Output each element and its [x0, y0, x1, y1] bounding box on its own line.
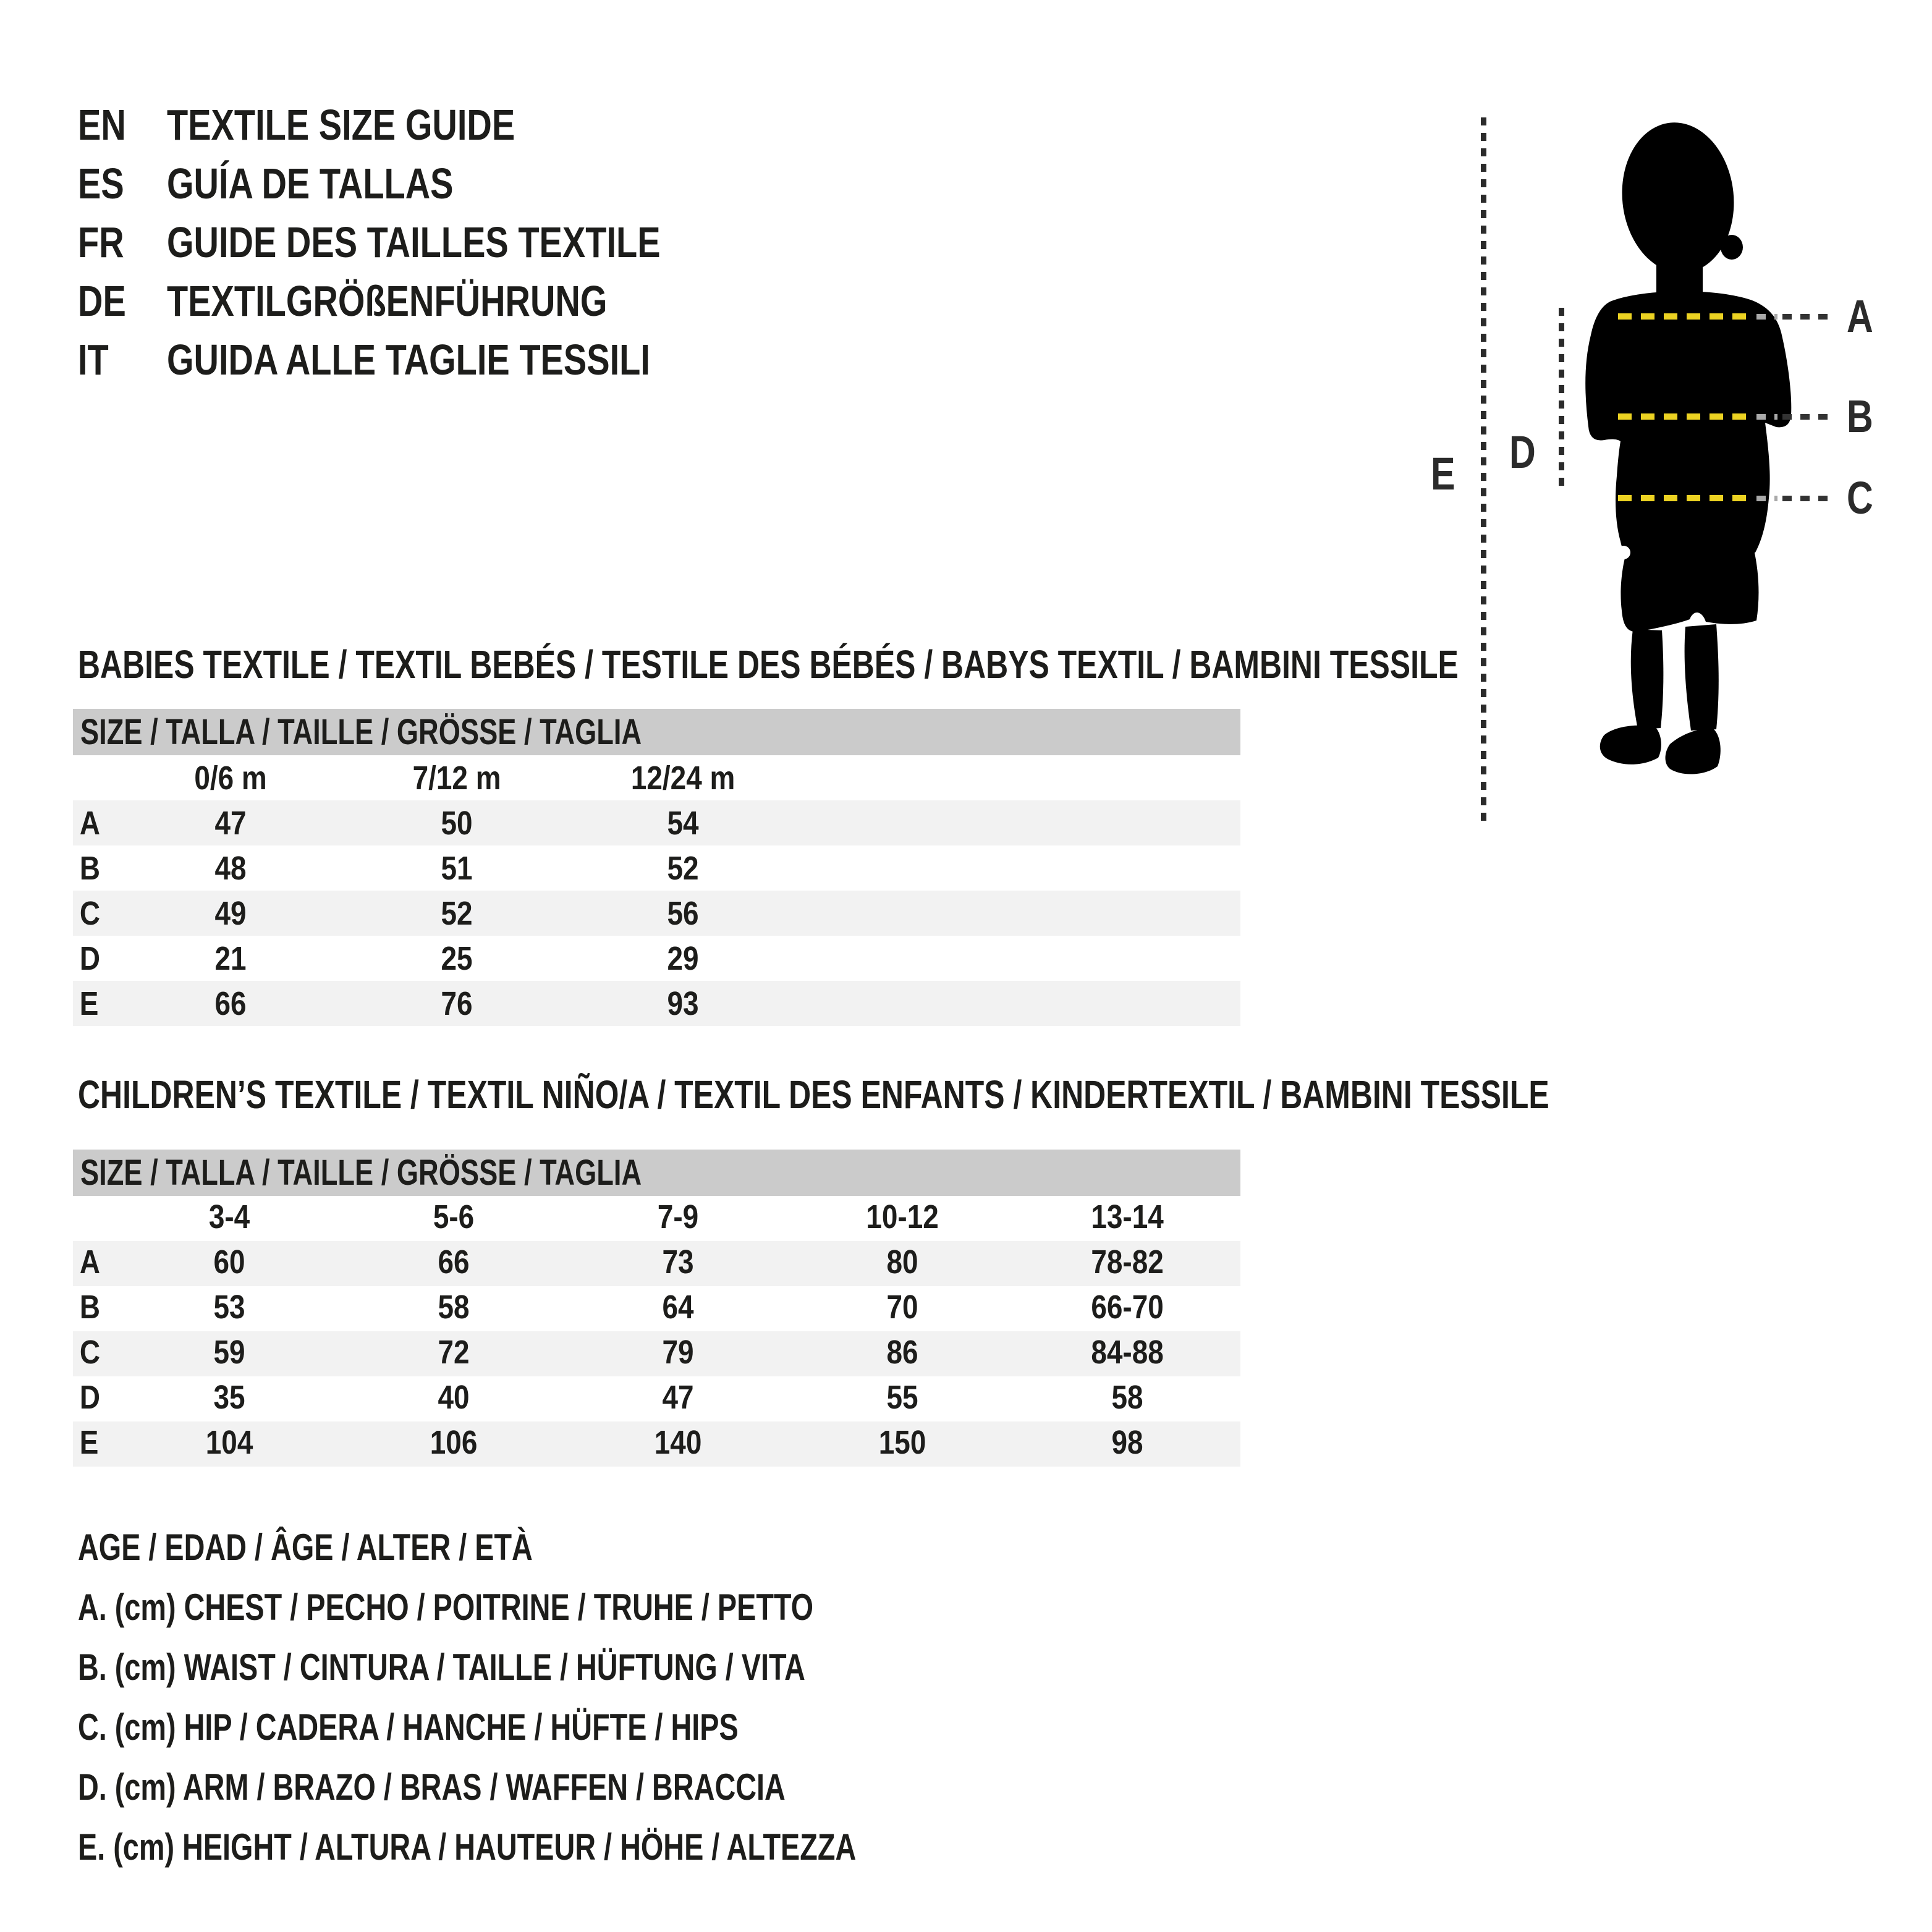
children-section-title: CHILDREN’S TEXTILE / TEXTIL NIÑO/A / TEXTIL DES ENFANTS / KINDERTEXTIL / BAMBINI TESSILE [78, 1072, 1549, 1117]
legend-waist: B. (cm) WAIST / CINTURA / TAILLE / HÜFTUNG / VITA [78, 1646, 805, 1688]
children-column-header-row [73, 1196, 1240, 1241]
chest-measure-line-a [1618, 313, 1751, 320]
hip-measure-line-c [1618, 495, 1751, 501]
legend-height: E. (cm) HEIGHT / ALTURA / HAUTEUR / HÖHE / ALTEZZA [78, 1826, 857, 1868]
babies-column-header-row [73, 755, 1240, 800]
table-row: C 49 52 56 [73, 891, 1240, 936]
legend-age: AGE / EDAD / ÂGE / ALTER / ETÀ [78, 1527, 533, 1568]
babies-col-0: 0/6 m [194, 759, 267, 797]
language-title-list [78, 96, 784, 389]
waist-leader-dark-b [1782, 414, 1832, 420]
measurement-legend [78, 1517, 1075, 1877]
legend-hip: C. (cm) HIP / CADERA / HANCHE / HÜFTE / HIPS [78, 1706, 739, 1748]
babies-size-header-bar: SIZE / TALLA / TAILLE / GRÖSSE / TAGLIA [73, 709, 1240, 755]
children-col-4: 13-14 [1091, 1198, 1164, 1235]
table-row: A 47 50 54 [73, 800, 1240, 845]
height-measure-line-e [1481, 117, 1486, 825]
table-row: E 104 106 140 150 98 [73, 1421, 1240, 1467]
children-col-1: 5-6 [433, 1198, 475, 1235]
waist-measure-line-b [1618, 413, 1751, 420]
legend-arm: D. (cm) ARM / BRAZO / BRAS / WAFFEN / BRACCIA [78, 1766, 786, 1808]
figure-label-c: C [1847, 472, 1873, 523]
hip-leader-dark-c [1782, 496, 1832, 501]
children-size-header-bar: SIZE / TALLA / TAILLE / GRÖSSE / TAGLIA [73, 1150, 1240, 1196]
babies-col-1: 7/12 m [412, 759, 501, 797]
lang-code-fr: FR [78, 218, 124, 266]
babies-size-table [73, 709, 1240, 1026]
figure-label-d: D [1509, 426, 1536, 478]
table-row: D 35 40 47 55 58 [79, 1378, 1144, 1416]
hip-leader-gray-c [1756, 496, 1777, 501]
lang-code-en: EN [78, 101, 126, 149]
figure-label-e: E [1431, 448, 1455, 499]
babies-section-title: BABIES TEXTILE / TEXTIL BEBÉS / TESTILE DES BÉBÉS / BABYS TEXTIL / BAMBINI TESSILE [78, 642, 1459, 687]
chest-leader-gray-a [1756, 314, 1777, 320]
chest-leader-dark-a [1782, 314, 1832, 320]
waist-leader-gray-b [1756, 414, 1777, 420]
title-en: TEXTILE SIZE GUIDE [167, 101, 515, 149]
lang-code-es: ES [78, 159, 124, 208]
lang-code-de: DE [78, 277, 126, 325]
title-es: GUÍA DE TALLAS [167, 159, 454, 208]
title-fr: GUIDE DES TAILLES TEXTILE [167, 218, 661, 266]
lang-row-en [78, 96, 784, 155]
table-row: B 53 58 64 70 66-70 [79, 1288, 1164, 1326]
lang-code-it: IT [78, 336, 109, 384]
children-col-0: 3-4 [209, 1198, 250, 1235]
title-it: GUIDA ALLE TAGLIE TESSILI [167, 336, 650, 384]
table-row: D 21 25 29 [79, 939, 699, 977]
children-col-3: 10-12 [866, 1198, 939, 1235]
title-de: TEXTILGRÖßENFÜHRUNG [167, 277, 608, 325]
table-row: A 60 66 73 80 78-82 [73, 1241, 1240, 1286]
lang-row-es [78, 155, 784, 213]
figure-label-a: A [1847, 290, 1873, 342]
children-col-2: 7-9 [658, 1198, 699, 1235]
table-row: C 59 72 79 86 84-88 [73, 1331, 1240, 1376]
lang-row-de [78, 272, 784, 331]
figure-label-b: B [1847, 391, 1873, 442]
children-size-table [73, 1150, 1240, 1467]
table-row: B 48 51 52 [79, 849, 699, 887]
table-row: E 66 76 93 [73, 981, 1240, 1026]
lang-row-fr [78, 213, 784, 272]
legend-chest: A. (cm) CHEST / PECHO / POITRINE / TRUHE / PETTO [78, 1587, 814, 1628]
babies-col-2: 12/24 m [630, 759, 735, 797]
lang-row-it [78, 331, 784, 389]
arm-measure-line-d [1559, 308, 1564, 488]
